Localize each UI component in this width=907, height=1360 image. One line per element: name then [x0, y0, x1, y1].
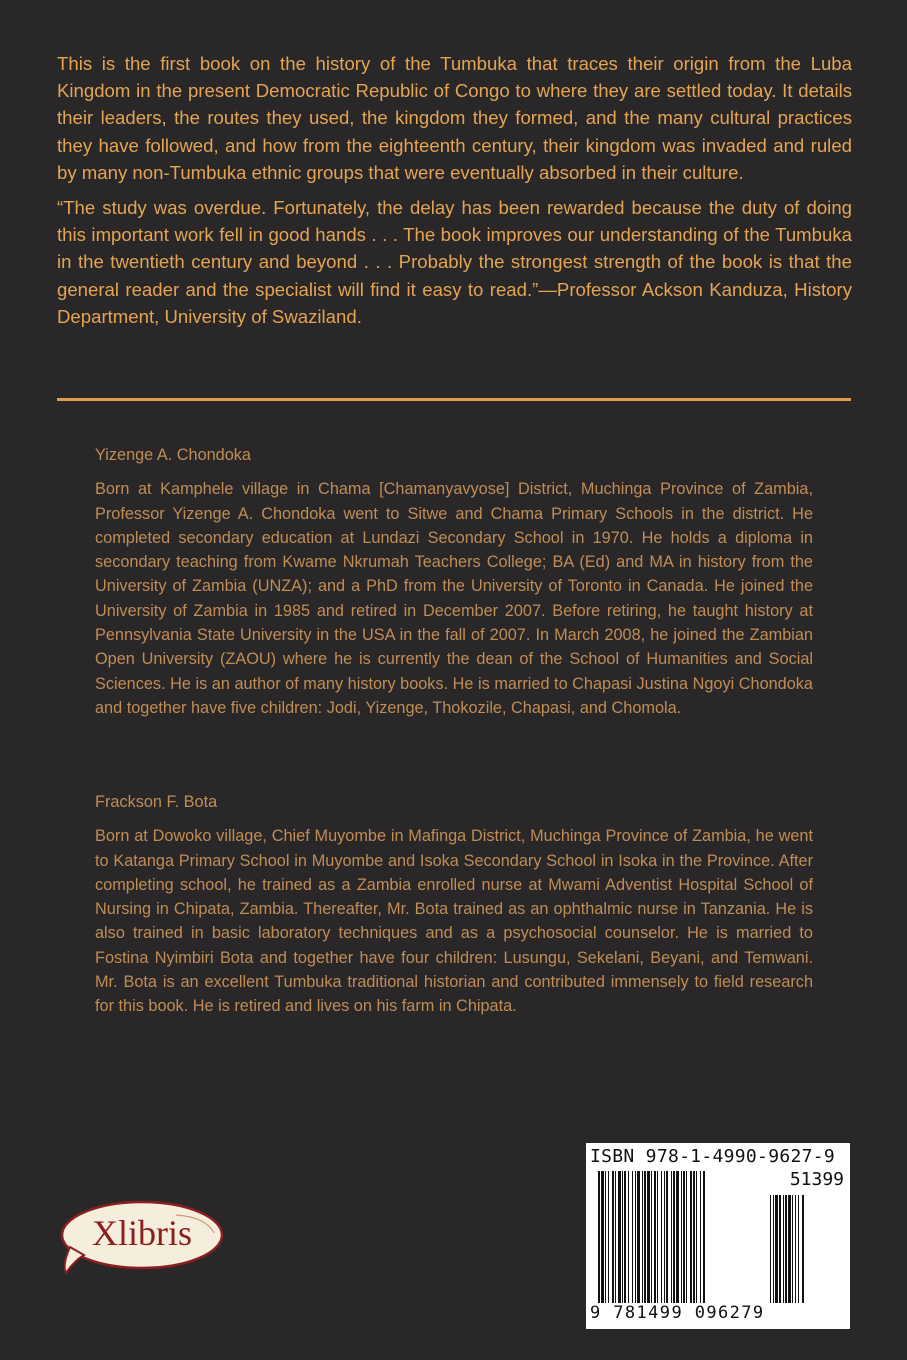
author-bio-text: Born at Kamphele village in Chama [Chamanyavyose] District, Muchinga Province of Zambia, Professor Yizenge A. Chondoka went to Sitwe and Chama Primary Schools in the district. He completed secondary education at Lundazi Secondary School in 1970. He holds a diploma in secondary teaching from Kwame Nkrumah Teachers College; BA (Ed) and MA in history from the University of Zambia (UNZA); and a PhD from the University of Toronto in Canada. He joined the University of Zambia in 1985 and retired in December 2007. Before retiring, he taught history at Pennsylvania State University in the USA in the fall of 2007. In March 2008, he joined the Zambian Open University (ZAOU) where he is currently the dean of the School of Humanities and Social Sciences. He is an author of many history books. He is married to Chapasi Justina Ngoyi Chondoka and together have five children: Jodi, Yizenge, Thokozile, Chapasi, and Chomola. [95, 480, 813, 717]
divider-rule [57, 398, 851, 401]
author-bio-bota [95, 790, 813, 1019]
xlibris-logo-icon [56, 1195, 224, 1275]
price-code: 51399 [789, 1169, 844, 1190]
isbn-label: ISBN 978-1-4990-9627-9 [590, 1146, 836, 1167]
author-name: Yizenge A. Chondoka [95, 446, 251, 464]
blurb-description: This is the first book on the history of the Tumbuka that traces their origin from the Luba Kingdom in the present Democratic Republic of Congo to where they are settled today. It details their leaders, the routes they used, the kingdom they formed, and the many cultural practices they have followed, and how from the eighteenth century, their kingdom was invaded and ruled by many non-Tumbuka ethnic groups that were eventually absorbed in their culture. [57, 53, 852, 183]
barcode-bars [586, 1143, 850, 1329]
publisher-logo [56, 1195, 224, 1275]
svg-text:Xlibris: Xlibris [91, 1213, 193, 1253]
blurb-review-quote: “The study was overdue. Fortunately, the delay has been rewarded because the duty of doing this important work fell in good hands . . . The book improves our understanding of the Tumbuka in the twentieth century and beyond . . . Probably the strongest strength of the book is that the general reader and the specialist will find it easy to read.”—Professor Ackson Kanduza, History Department, University of Swaziland. [57, 197, 852, 327]
author-name: Frackson F. Bota [95, 793, 218, 811]
author-bio-text: Born at Dowoko village, Chief Muyombe in Mafinga District, Muchinga Province of Zambia, he went to Katanga Primary School in Muyombe and Isoka Secondary School in Isoka in the Province. After completing school, he trained as a Zambia enrolled nurse at Mwami Adventist Hospital School of Nursing in Chipata, Zambia. Thereafter, Mr. Bota trained as an ophthalmic nurse in Tanzania. He is also trained in basic laboratory techniques and as a psychosocial counselor. He is married to Fostina Nyimbiri Bota and together have four children: Lusungu, Sekelani, Beyani, and Temwani. Mr. Bota is an excellent Tumbuka traditional historian and contributed immensely to field research for this book. He is retired and lives on his farm in Chipata. [95, 827, 813, 1016]
ean-digits: 9 781499 096279 [590, 1303, 765, 1323]
author-bio-chondoka [95, 443, 813, 720]
back-cover-blurb [57, 50, 852, 338]
isbn-barcode [586, 1143, 850, 1329]
